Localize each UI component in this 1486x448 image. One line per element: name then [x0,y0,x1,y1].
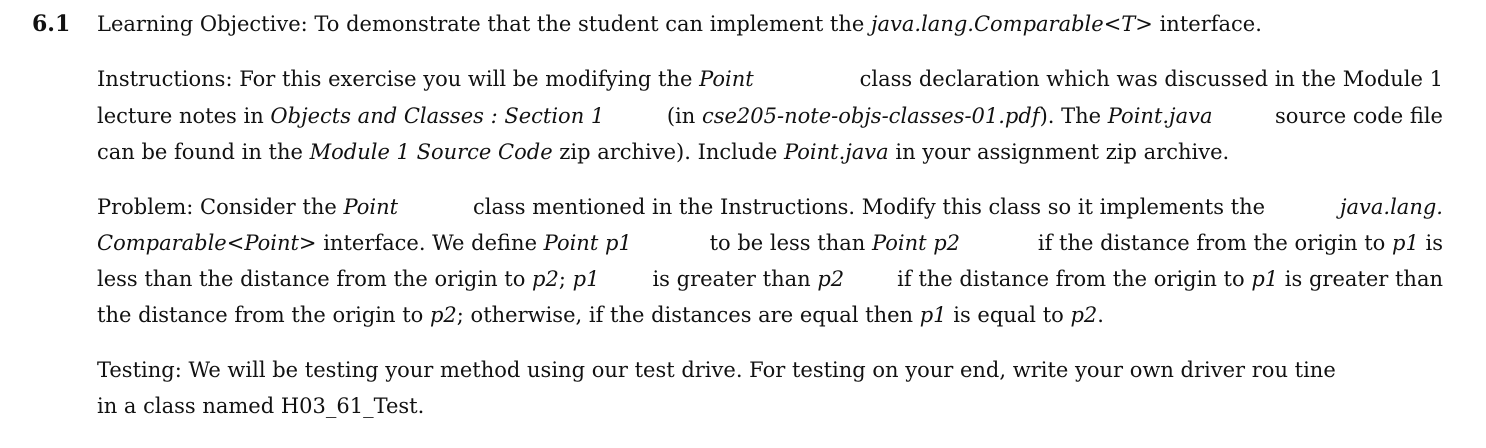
interface-name: java.lang.Comparable<T> [871,12,1153,36]
instructions-paragraph: Instructions: For this exercise you will be modifying the Point class declaration which was discussed in the Module 1 lecture notes in Objects and Classes : Section 1 (in cse205-note-objs-classes-01.pdf). The Point.java source code file can be found in the Module 1 Source Code zip archive). Include Point.java in your assignment zip archive. [97,67,1443,164]
testing-paragraph: Testing: We will be testing your method using our test drive. For testing on your end, write your own driver rou tine in a class named H03_61_Test. [97,358,1336,418]
learning-objective: Learning Objective: To demonstrate that the student can implement the java.lang.Comparable<T> interface. [97,12,1262,36]
problem-paragraph: Problem: Consider the Point class mentioned in the Instructions. Modify this class so it implements the java.lang. Comparable<Point> interface. We define Point p1 to be less than Point p2 if the distance from the origin to p1 is less than the distance from the origin to p2; p1 is greater than p2 if the distance from the origin to p1 is greater than the distance from the origin to p2; otherwise, if the distances are equal then p1 is equal to p2. [97,195,1443,327]
section-number: 6.1 [32,11,71,37]
